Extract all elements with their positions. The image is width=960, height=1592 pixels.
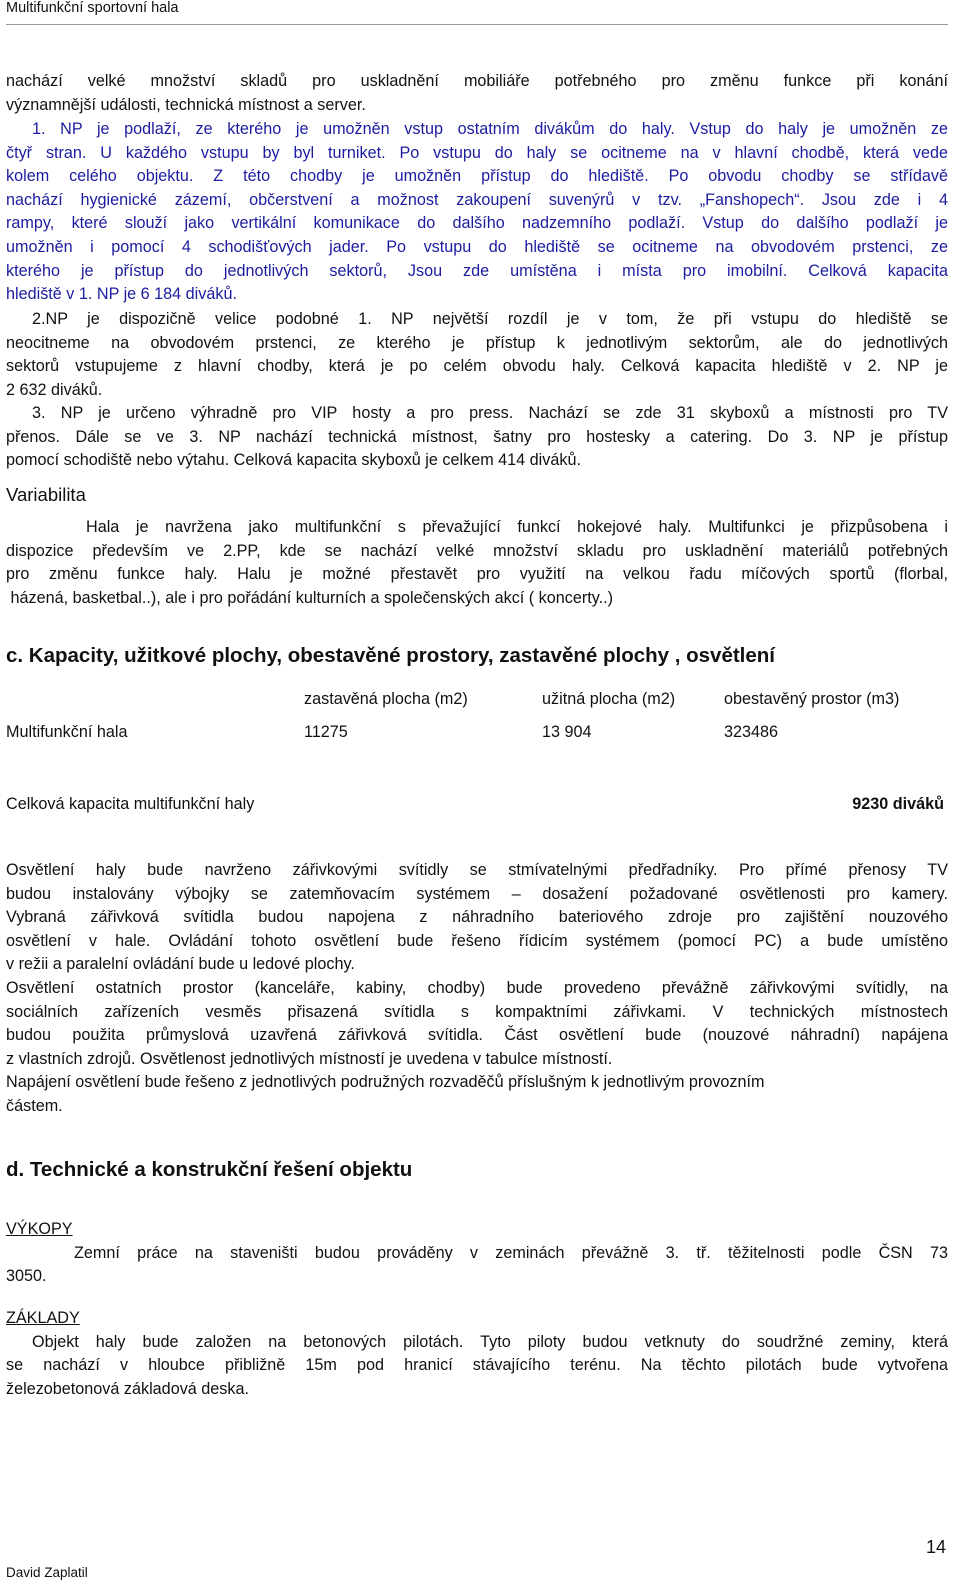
text-line: pomocí schodiště nebo výtahu. Celková kapacita skyboxů je celkem 414 diváků. [6, 451, 581, 470]
table-cell: 323486 [724, 723, 779, 741]
np2-paragraph [6, 308, 948, 402]
text-line: Vybraná zářivková svítidla budou napojena z náhradního bateriového zdroje pro zajištění nouzového [6, 908, 948, 927]
text-line: Zemní práce na staveništi budou prováděny v zeminách převážně 3. tř. těžitelnosti podle ČSN 73 [74, 1243, 948, 1262]
text-line: se nachází v hloubce přibližně 15m pod hranicí stávajícího terénu. Na těchto pilotách bude vytvořena [6, 1356, 948, 1375]
table-cell: 13 904 [542, 723, 592, 741]
text-line: v režii a paralelní ovládání bude u ledové plochy. [6, 955, 355, 974]
text-line: sociálních zařízeních vesměs přisazená svítidla s kompaktními zářivkami. V technických místnostech [6, 1002, 948, 1021]
technicke-heading: d. Technické a konstrukční řešení objektu [6, 1158, 413, 1181]
text-line: rampy, které slouží jako vertikální komunikace do dalšího nadzemního podlaží. Vstup do dalšího podlaží je [6, 214, 948, 233]
text-line: kterého je přístup do jednotlivých sektorů, Jsou zde umístěna i místa pro imobilní. Celková kapacita [6, 261, 948, 280]
variabilita-paragraph [6, 516, 948, 610]
capacity-value: 9230 diváků [852, 795, 944, 813]
text-line: Napájení osvětlení bude řešeno z jednotlivých podružných rozvaděčů příslušným k jednotlivým provozním [6, 1073, 765, 1091]
intro-paragraph [6, 70, 948, 117]
text-line: pro změnu funkce haly. Halu je možné přestavět pro využití na velkou řadu míčových sportů (florbal, [6, 565, 948, 584]
text-line: 2 632 diváků. [6, 380, 103, 399]
column-header: obestavěný prostor (m3) [724, 690, 900, 708]
text-line: neocitneme na obvodovém prstenci, ze kterého je přístup k jednotlivým sektorům, ale do jednotlivých [6, 333, 948, 352]
text-line: Osvětlení haly bude navrženo zářivkovými svítidly se stmívatelnými předřadníky. Pro přímé přenosy TV [6, 861, 948, 879]
text-line: sektorů vstupujeme z hlavní chodby, která je po celém obvodu haly. Celková kapacita hlediště v 2. NP je [6, 357, 948, 376]
text-line: Osvětlení ostatních prostor (kanceláře, kabiny, chodby) bude provedeno převážně zářivkovými svítidly, na [6, 979, 948, 997]
variabilita-heading: Variabilita [6, 484, 86, 505]
text-line: budou instalovány výbojky se zatemňovacím systémem – dosažení požadované osvětlenosti pro kamery. [6, 884, 948, 903]
capacity-table [6, 690, 948, 750]
lighting-paragraph-1 [6, 859, 948, 977]
text-line: významnější události, technická místnost a server. [6, 95, 366, 114]
text-line: železobetonová základová deska. [6, 1379, 249, 1398]
text-line: přenos. Dále se ve 3. NP nachází technická místnost, šatny pro hostesky a catering. Do 3. NP je přístup [6, 427, 948, 446]
kapacity-heading: c. Kapacity, užitkové plochy, obestavěné prostory, zastavěné plochy , osvětlení [6, 644, 776, 667]
text-line: kolem celého objektu. Z této chodby je umožněn přístup do hlediště. Po obvodu chodby se střídavě [6, 167, 948, 186]
text-line: dispozice především ve 2.PP, kde se nachází velké množství skladu pro uskladnění materiálů potřebných [6, 541, 948, 560]
lighting-paragraph-2 [6, 977, 948, 1071]
np1-paragraph [6, 118, 948, 307]
np3-paragraph [6, 402, 948, 473]
vykopy-section [6, 1218, 948, 1289]
vykopy-title: VÝKOPY [6, 1220, 73, 1238]
text-line: částem. [6, 1096, 63, 1115]
table-cell: 11275 [304, 723, 348, 741]
text-line: nachází hygienické zázemí, občerstvení a možnost zakoupení suvenýrů v tzv. „Fanshopech“. Jsou zde i 4 [6, 190, 948, 209]
text-line: hlediště v 1. NP je 6 184 diváků. [6, 285, 237, 304]
text-line: 3. NP je určeno výhradně pro VIP hosty a pro press. Nachází se zde 31 skyboxů a místnosti pro TV [32, 404, 948, 422]
text-line: 2.NP je dispozičně velice podobné 1. NP největší rozdíl je v tom, že při vstupu do hlediště se [32, 310, 948, 328]
text-line: budou použita průmyslová uzavřená zářivková svítidla. Část osvětlení bude (nouzové náhradní) napájena [6, 1026, 948, 1045]
text-line: čtyř stran. U každého vstupu by byl turniket. Po vstupu do haly se ocitneme na v hlavní chodbě, která vede [6, 143, 948, 162]
page-header: Multifunkční sportovní hala [6, 0, 179, 16]
total-capacity-row [6, 795, 948, 819]
header-divider [6, 24, 948, 25]
text-line: Objekt haly bude založen na betonových pilotách. Tyto piloty budou vetknuty do soudržné zeminy, která [32, 1332, 948, 1351]
text-line: Hala je navržena jako multifunkční s převažující funkcí hokejové haly. Multifunkci je přizpůsobena i [86, 518, 948, 536]
column-header: užitná plocha (m2) [542, 690, 676, 708]
column-header: zastavěná plocha (m2) [304, 690, 468, 708]
lighting-paragraph-3 [6, 1071, 948, 1118]
text-line: osvětlení v hale. Ovládání tohoto osvětlení bude řešeno řídicím systémem (pomocí PC) a bude umístěno [6, 931, 948, 950]
text-line: 3050. [6, 1267, 47, 1286]
page-number: 14 [925, 1537, 946, 1557]
text-line: z vlastních zdrojů. Osvětlenost jednotlivých místností je uvedena v tabulce místností. [6, 1049, 613, 1068]
zaklady-title: ZÁKLADY [6, 1309, 80, 1327]
text-line: nachází velké množství skladů pro uskladnění mobiliáře potřebného pro změnu funkce při konání [6, 72, 948, 90]
zaklady-section [6, 1307, 948, 1401]
capacity-label: Celková kapacita multifunkční haly [6, 795, 255, 813]
text-line: házená, basketbal..), ale i pro pořádání kulturních a společenských akcí ( koncerty..) [6, 588, 614, 607]
text-line: umožněn i pomocí 4 schodišťových jader. Po vstupu do hlediště se ocitneme na obvodovém prstenci, ze [6, 237, 948, 256]
text-line: 1. NP je podlaží, ze kterého je umožněn vstup ostatním divákům do haly. Vstup do haly je umožněn ze [32, 120, 948, 138]
footer-author: David Zaplatil [6, 1565, 88, 1580]
row-label: Multifunkční hala [6, 723, 128, 741]
